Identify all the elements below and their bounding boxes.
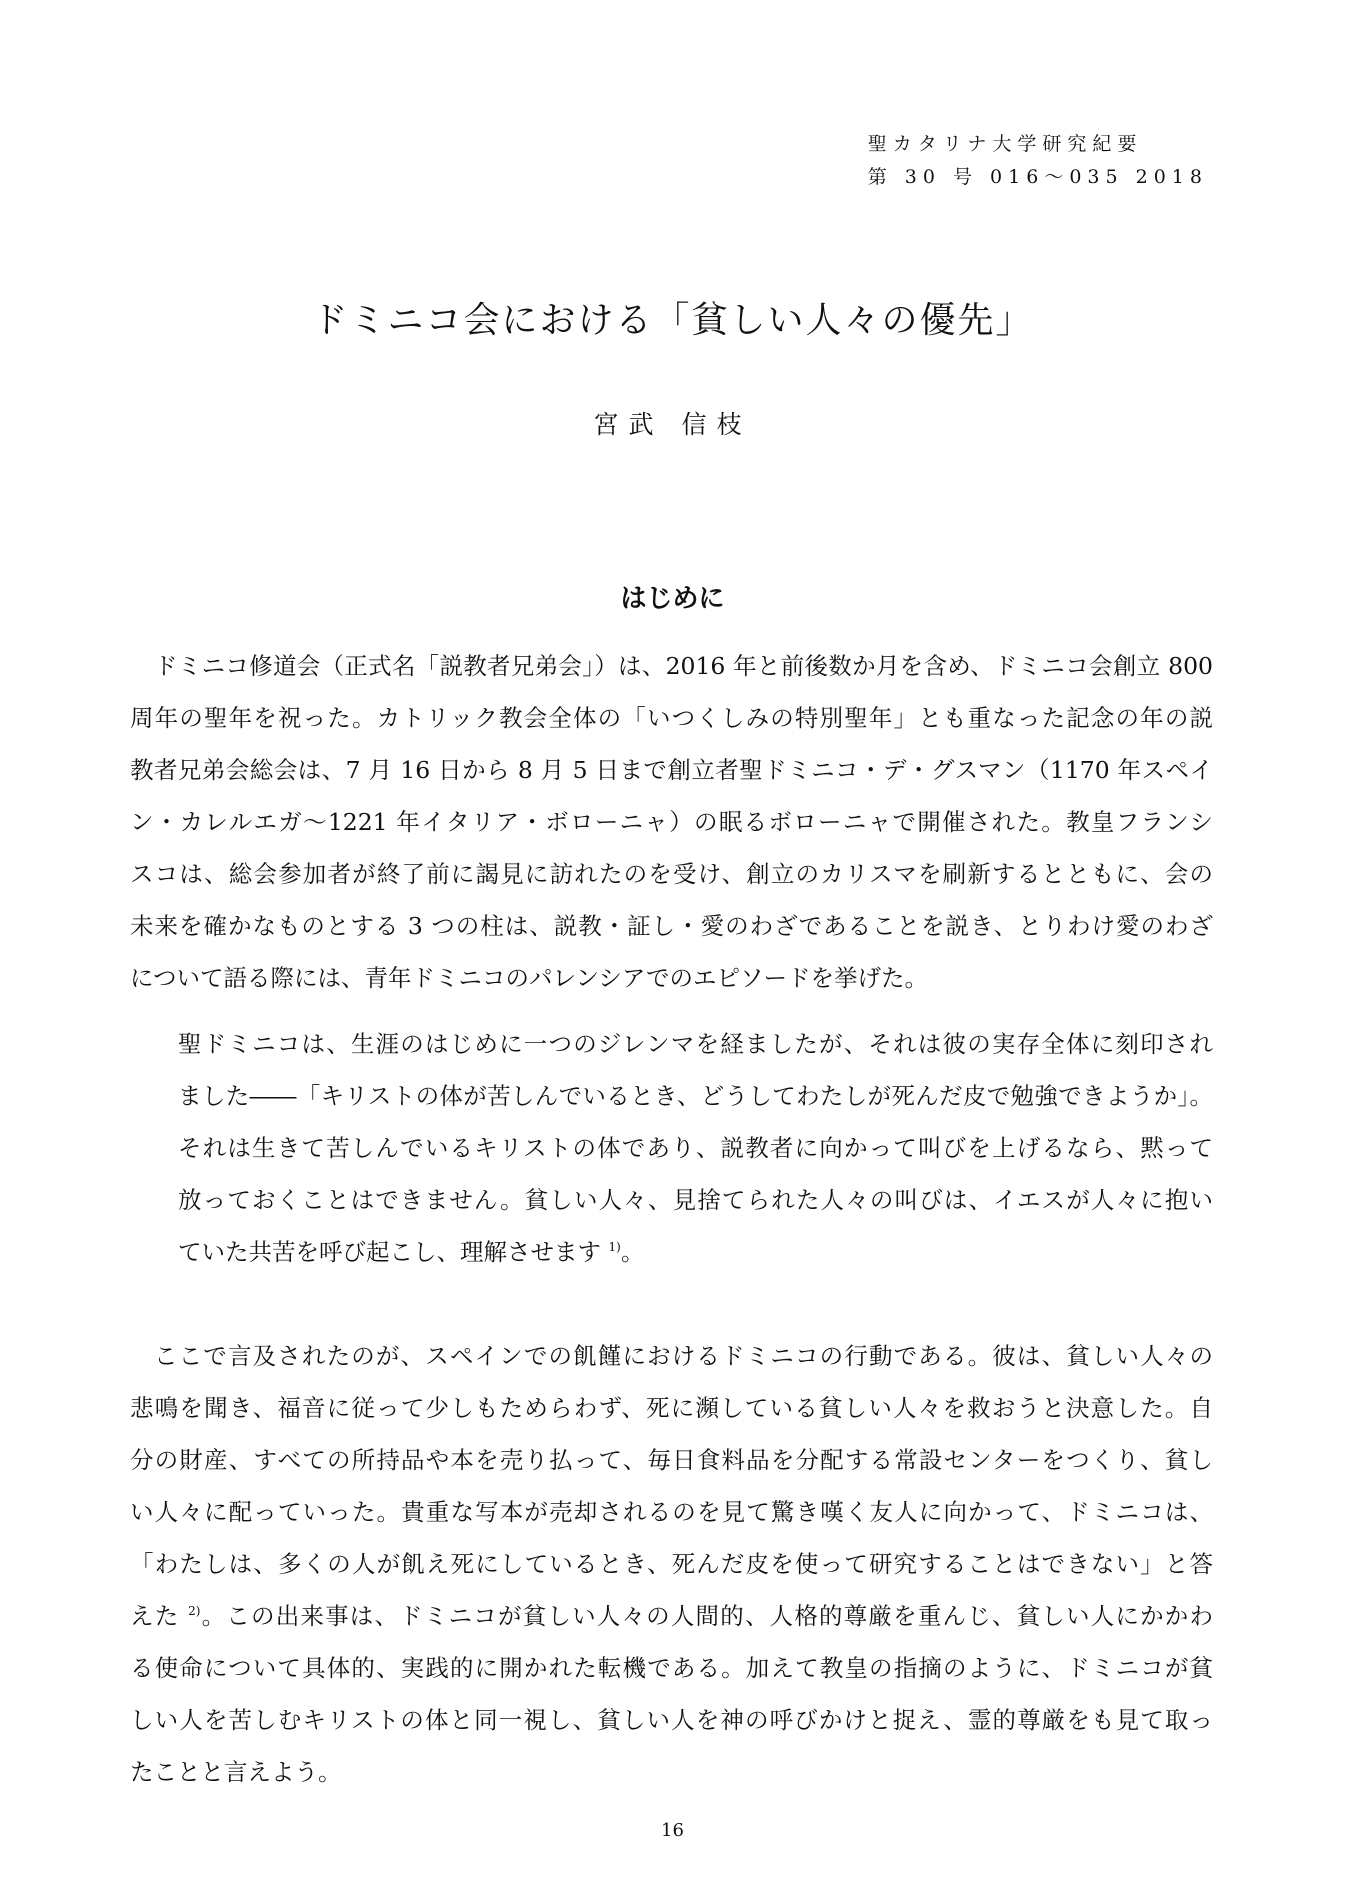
journal-issue: 第 30 号 016〜035 2018: [867, 166, 1208, 188]
text-line-start: えた: [130, 1602, 180, 1630]
section-heading: はじめに: [620, 584, 725, 614]
text-line: 「わたしは、多くの人が飢え死にしているとき、死んだ皮を使って研究することはできない」と答: [130, 1550, 1213, 1578]
text-line: る使命について具体的、実践的に開かれた転機である。加えて教皇の指摘のように、ドミニコが貧: [130, 1654, 1213, 1682]
text-line: ここで言及されたのが、スペインでの飢饉におけるドミニコの行動である。彼は、貧しい人々の: [154, 1342, 1213, 1370]
quote-line-end: 。: [620, 1238, 645, 1266]
paragraph-intro: [130, 640, 1213, 1004]
paper-title: ドミニコ会における「貧しい人々の優先」: [311, 300, 1034, 342]
quote-line: それは生きて苦しんでいるキリストの体であり、説教者に向かって叫びを上げるなら、黙って: [178, 1134, 1213, 1162]
page-number: 16: [661, 1820, 684, 1841]
text-line-rest: 。この出来事は、ドミニコが貧しい人々の人間的、人格的尊厳を重んじ、貧しい人にかかわ: [200, 1602, 1214, 1630]
text-line: ドミニコ修道会（正式名「説教者兄弟会」）は、2016 年と前後数か月を含め、ドミニコ会創立 800: [154, 652, 1213, 680]
text-line: 未来を確かなものとする 3 つの柱は、説教・証し・愛のわざであることを説き、とりわけ愛のわざ: [130, 912, 1213, 940]
quote-line: 放っておくことはできません。貧しい人々、見捨てられた人々の叫びは、イエスが人々に抱い: [178, 1186, 1213, 1214]
footnote-ref: 2): [188, 1604, 201, 1619]
quote-line: 聖ドミニコは、生涯のはじめに一つのジレンマを経ましたが、それは彼の実存全体に刻印され: [178, 1030, 1213, 1058]
text-line: しい人を苦しむキリストの体と同一視し、貧しい人を神の呼びかけと捉え、霊的尊厳をも見て取っ: [130, 1706, 1213, 1734]
text-line: [130, 1590, 1213, 1642]
author-name: 宮武 信枝: [593, 410, 752, 439]
text-line: ン・カレルエガ〜1221 年イタリア・ボローニャ）の眠るボローニャで開催された。教皇フランシ: [130, 808, 1213, 836]
paragraph-body: [130, 1330, 1213, 1798]
text-line: スコは、総会参加者が終了前に謁見に訪れたのを受け、創立のカリスマを刷新するとともに、会の: [130, 860, 1213, 888]
text-line: い人々に配っていった。貴重な写本が売却されるのを見て驚き嘆く友人に向かって、ドミニコは、: [130, 1498, 1213, 1526]
footnote-ref: 1): [608, 1240, 621, 1255]
text-line: 教者兄弟会総会は、7 月 16 日から 8 月 5 日まで創立者聖ドミニコ・デ・グスマン（1170 年スペイ: [130, 756, 1213, 784]
block-quote: [178, 1018, 1213, 1278]
text-line: 周年の聖年を祝った。カトリック教会全体の「いつくしみの特別聖年」とも重なった記念の年の説: [130, 704, 1213, 732]
text-line: 分の財産、すべての所持品や本を売り払って、毎日食料品を分配する常設センターをつくり、貧し: [130, 1446, 1213, 1474]
text-line: 悲鳴を聞き、福音に従って少しもためらわず、死に瀕している貧しい人々を救おうと決意した。自: [130, 1394, 1213, 1422]
text-line: たことと言えよう。: [130, 1758, 342, 1786]
quote-line: ました――「キリストの体が苦しんでいるとき、どうしてわたしが死んだ皮で勉強できようか」。: [178, 1082, 1213, 1110]
quote-line-text: ていた共苦を呼び起こし、理解させます: [178, 1238, 601, 1266]
quote-line: [178, 1226, 1213, 1278]
journal-header: [868, 128, 1208, 194]
journal-name: 聖カタリナ大学研究紀要: [867, 133, 1143, 155]
text-line: について語る際には、青年ドミニコのパレンシアでのエピソードを挙げた。: [130, 964, 929, 992]
